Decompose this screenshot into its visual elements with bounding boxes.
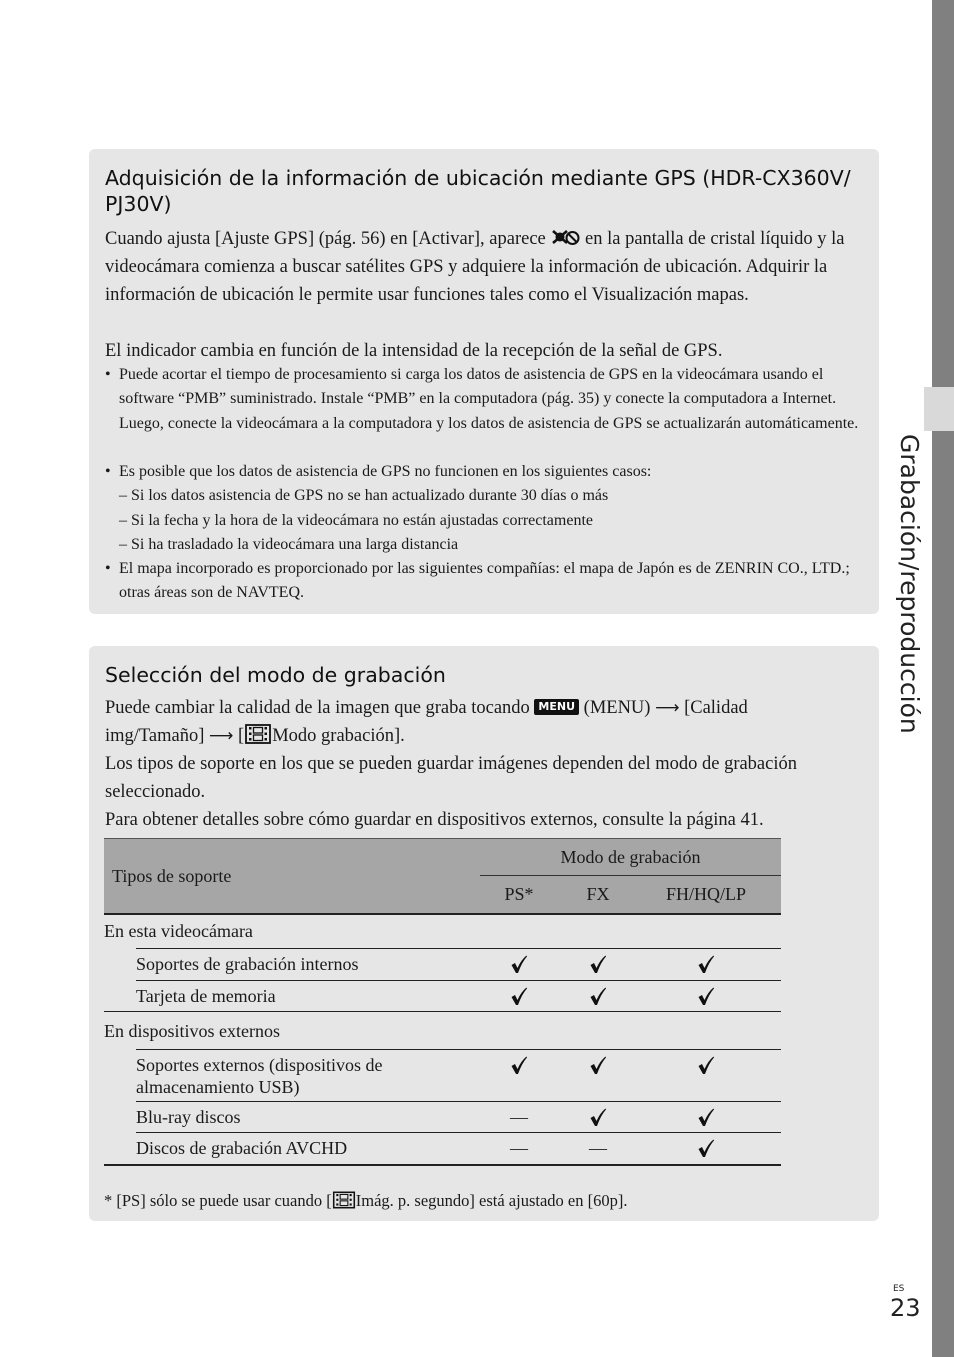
not-supported-dash: —	[589, 1138, 607, 1158]
header-col-ps: PS*	[504, 884, 534, 904]
gps-case-3: – Si ha trasladado la videocámara una larga distancia	[119, 536, 459, 553]
check-icon	[510, 954, 528, 974]
language-code: ES	[893, 1284, 905, 1294]
gps-case-1: – Si los datos asistencia de GPS no se han actualizado durante 30 días o más	[119, 487, 609, 504]
mode-paragraph-3: Para obtener detalles sobre cómo guardar en dispositivos externos, consulte la página 41.	[105, 810, 764, 830]
gps-bullet-2: • Es posible que los datos de asistencia de GPS no funcionen en los siguientes casos:	[105, 463, 652, 480]
check-icon	[589, 1055, 607, 1075]
check-icon	[697, 1107, 715, 1127]
check-icon	[589, 954, 607, 974]
film-icon	[332, 1191, 356, 1209]
mode-paragraph-2: Los tipos de soporte en los que se pueden guardar imágenes dependen del modo de grabación seleccionado.	[105, 754, 797, 802]
arrow-icon: ⟶	[209, 726, 234, 746]
header-media-types: Tipos de soporte	[112, 866, 232, 886]
row-label: Blu-ray discos	[136, 1107, 241, 1127]
header-col-fh: FH/HQ/LP	[665, 884, 746, 904]
header-col-fx: FX	[586, 884, 610, 904]
side-tab	[924, 387, 954, 431]
row-label: Soportes externos (dispositivos de almacenamiento USB)	[136, 1055, 383, 1097]
gps-paragraph-2: El indicador cambia en función de la intensidad de la recepción de la señal de GPS.	[105, 341, 723, 361]
not-supported-dash: —	[510, 1138, 528, 1158]
check-icon	[697, 986, 715, 1006]
group-camera: En esta videocámara	[104, 921, 253, 941]
page-number: 23	[890, 1294, 921, 1322]
recording-mode-panel	[89, 646, 879, 1221]
gps-info-panel	[89, 149, 879, 614]
check-icon	[510, 986, 528, 1006]
row-label: Soportes de grabación internos	[136, 954, 359, 974]
check-icon	[697, 954, 715, 974]
check-icon	[697, 1138, 715, 1158]
check-icon	[589, 1107, 607, 1127]
check-icon	[697, 1055, 715, 1075]
check-icon	[589, 986, 607, 1006]
check-icon	[510, 1055, 528, 1075]
not-supported-dash: —	[510, 1107, 528, 1127]
side-section-title: Grabación/reproducción	[895, 434, 924, 734]
gps-case-2: – Si la fecha y la hora de la videocámara no están ajustadas correctamente	[119, 512, 593, 529]
film-icon	[244, 724, 272, 744]
gps-off-icon	[550, 227, 580, 247]
gps-bullet-1: • Puede acortar el tiempo de procesamiento si carga los datos de asistencia de GPS en la videocámara usando el software “PMB” suministrado. Instale “PMB” en la computadora (pág. 35) y conecte la computadora a Internet. Luego, conecte la videocámara a la computadora y los datos de asistencia de GPS se actualizarán automáticamente.	[105, 366, 859, 432]
group-external: En dispositivos externos	[104, 1021, 280, 1041]
menu-button-icon: MENU	[534, 699, 579, 715]
mode-heading: Selección del modo de grabación	[105, 663, 446, 687]
gps-heading: Adquisición de la información de ubicación mediante GPS (HDR-CX360V/ PJ30V)	[105, 166, 851, 216]
gps-paragraph-1: Cuando ajusta [Ajuste GPS] (pág. 56) en [Activar], aparece en la pantalla de cristal líquido y la videocámara comienza a buscar satélites GPS y adquiere la información de ubicación. Adquirir la información de ubicación le permite usar funciones tales como el Visualización mapas.	[105, 229, 845, 305]
row-label: Discos de grabación AVCHD	[136, 1138, 348, 1158]
header-recording-mode: Modo de grabación	[560, 847, 701, 867]
mode-paragraph-1: Puede cambiar la calidad de la imagen que graba tocando MENU (MENU) ⟶ [Calidad img/Tamaño] ⟶ [ Modo grabación].	[105, 698, 748, 746]
side-bar	[932, 0, 954, 1357]
footnote: * [PS] sólo se puede usar cuando [ Imág. p. segundo] está ajustado en [60p].	[104, 1191, 628, 1210]
gps-bullet-3: • El mapa incorporado es proporcionado por las siguientes compañías: el mapa de Japón es de ZENRIN CO., LTD.; otras áreas son de NAVTEQ.	[105, 560, 850, 602]
arrow-icon: ⟶	[655, 698, 680, 718]
row-label: Tarjeta de memoria	[136, 986, 276, 1006]
